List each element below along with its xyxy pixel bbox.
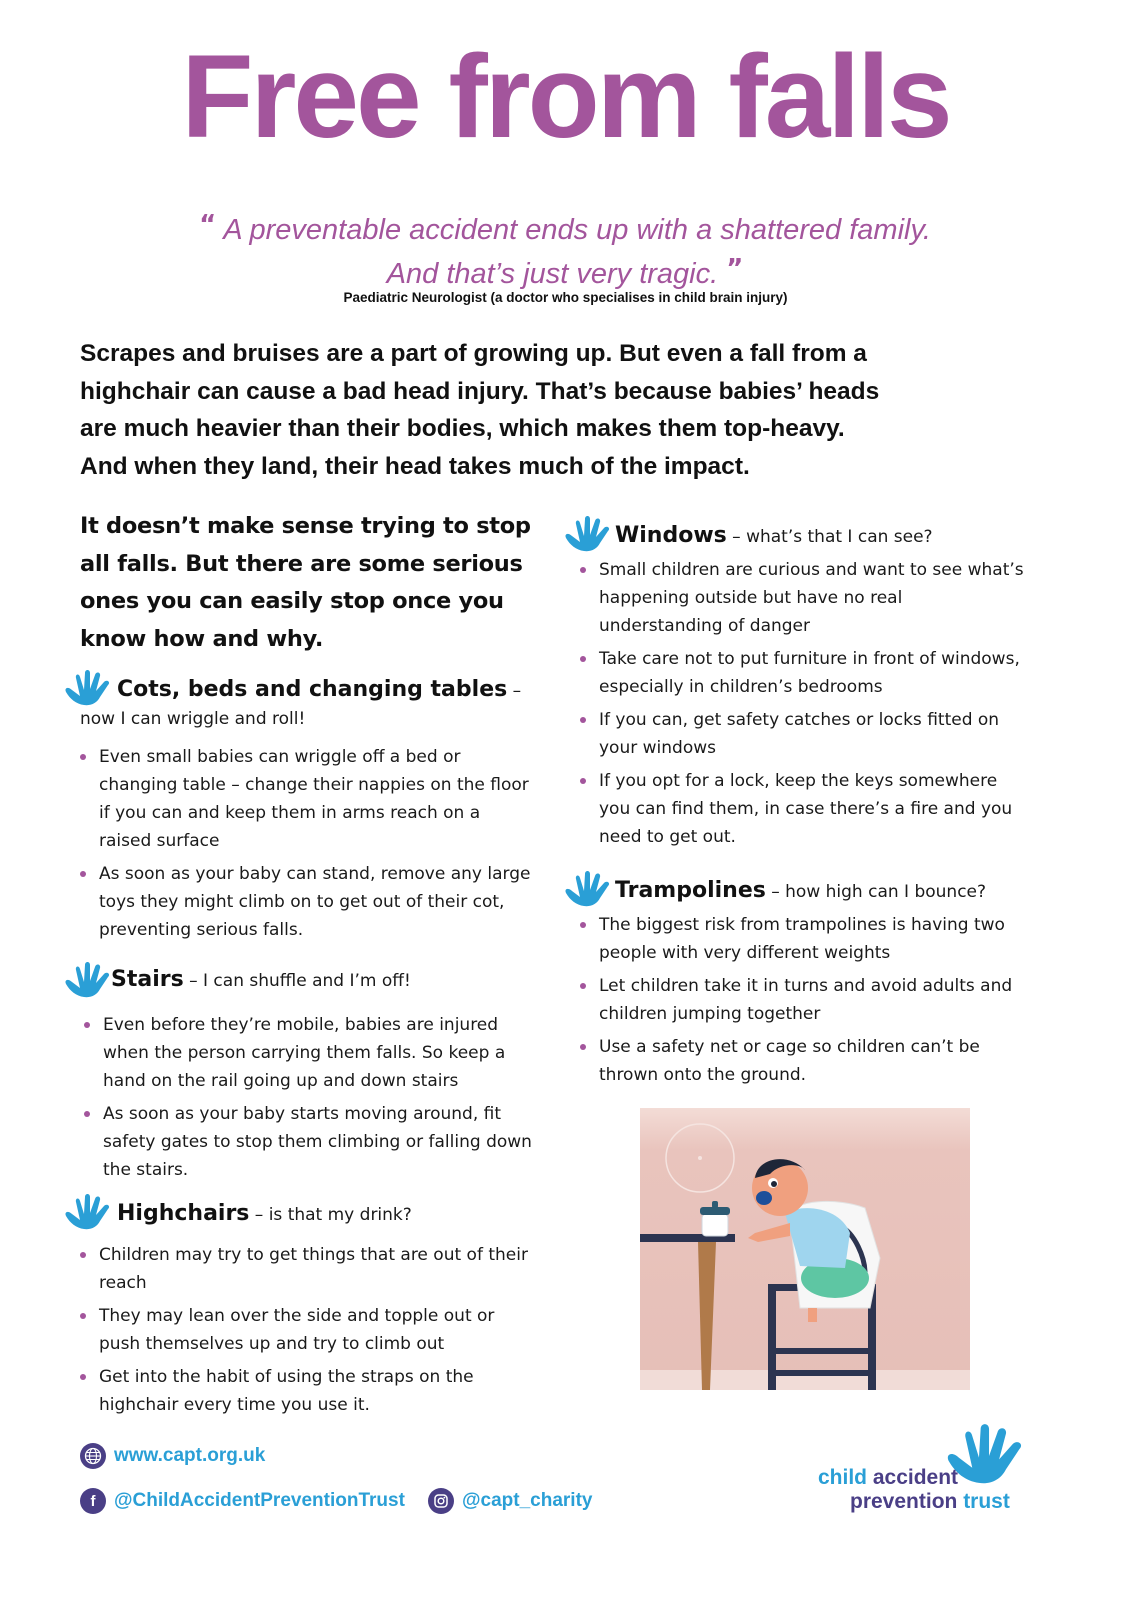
list-item-text: Small children are curious and want to see what’s happening outside but have no real understanding of danger [599,560,1024,636]
website-url[interactable]: www.capt.org.uk [114,1445,266,1466]
list-item-text: Let children take it in turns and avoid adults and children jumping together [599,976,1013,1024]
list-item-text: Even small babies can wriggle off a bed or changing table – change their nappies on the floor if you can and keep them in arms reach on a raised surface [99,747,529,851]
list-item [580,911,1028,967]
bullet-dot [80,1313,86,1319]
bullet-dot [84,1022,90,1028]
bullet-list [80,1011,535,1184]
intro2-line: know how and why. [80,625,324,652]
list-item [580,706,1028,762]
section-title: Highchairs [117,1201,250,1226]
globe-icon [80,1443,106,1469]
list-item-text: Use a safety net or cage so children can’t be thrown onto the ground. [599,1037,980,1085]
section-trampolines [578,877,1028,1089]
section-title: Windows [615,523,727,548]
sippy-cup [702,1214,728,1236]
section-heading [80,676,535,705]
pacifier [756,1191,772,1205]
section-heading [80,1200,535,1229]
intro-line: are much heavier than their bodies, which makes them top-heavy. [80,415,845,442]
intro2-line: ones you can easily stop once you [80,588,504,614]
facebook-link[interactable] [80,1488,405,1514]
list-item-text: The biggest risk from trampolines is having two people with very different weights [599,915,1005,963]
close-quote-mark: ” [726,254,744,284]
list-item-text: If you can, get safety catches or locks fitted on your windows [599,710,1000,758]
bullet-dot [80,754,86,760]
instagram-icon [428,1488,454,1514]
list-item [84,1011,535,1095]
list-item [80,1241,535,1297]
bullet-dot [580,717,586,723]
section-subtitle: now I can wriggle and roll! [80,709,306,729]
list-item-text: Even before they’re mobile, babies are injured when the person carrying them falls. So keep a hand on the rail going up and down stairs [103,1015,506,1091]
bullet-list [80,1241,535,1419]
list-item-text: Get into the habit of using the straps on the highchair every time you use it. [99,1367,474,1415]
bullet-dot [580,922,586,928]
hand-icon [62,670,112,708]
list-item [580,645,1028,701]
list-item [580,972,1028,1028]
bullet-list [80,743,535,944]
quote-line-2: And that’s just very tragic. [386,258,719,290]
section-subtitle: – is that my drink? [249,1205,412,1225]
bullet-dot [580,983,586,989]
facebook-icon: f [80,1488,106,1514]
page-title: Free from falls [181,31,950,163]
quote-line-1: A preventable accident ends up with a shattered family. [223,214,931,246]
section-stairs [80,966,535,1184]
list-item [80,860,535,944]
section-subtitle: – what’s that I can see? [726,527,933,547]
list-item-text: They may lean over the side and topple out or push themselves up and try to climb out [99,1306,495,1354]
list-item [580,1033,1028,1089]
bullet-list [578,911,1028,1089]
section-heading [578,877,1028,906]
intro-paragraph [80,335,960,485]
section-cots [80,676,535,944]
bullet-dot [80,1374,86,1380]
logo-word-trust: trust [957,1490,1010,1513]
pull-quote [150,206,980,294]
list-item-text: Take care not to put furniture in front of windows, especially in children’s bedrooms [599,649,1020,697]
list-item-text: As soon as your baby starts moving around, fit safety gates to stop them climbing or falling down the stairs. [103,1104,532,1180]
logo-word-prevention: prevention [850,1490,958,1513]
list-item [580,767,1028,851]
open-quote-mark: “ [199,210,217,240]
instagram-handle[interactable]: @capt_charity [462,1490,593,1511]
section-highchairs [80,1200,535,1419]
baby-highchair-illustration [640,1108,970,1390]
intro-line: And when they land, their head takes much of the impact. [80,452,750,480]
list-item [80,1363,535,1419]
section-title: Stairs [111,967,184,992]
list-item [80,1302,535,1358]
bullet-dot [80,871,86,877]
bullet-dot [580,656,586,662]
bullet-dot [580,567,586,573]
bullet-dot [80,1252,86,1258]
list-item [580,556,1028,640]
quote-attribution: Paediatric Neurologist (a doctor who specialises in child brain injury) [343,290,788,305]
facebook-handle[interactable]: @ChildAccidentPreventionTrust [114,1490,405,1511]
website-link[interactable] [80,1443,265,1469]
intro-second-paragraph [80,508,550,658]
hand-icon [62,962,112,1000]
capt-logo [818,1466,1028,1514]
section-heading [80,966,535,995]
section-title: Cots, beds and changing tables [117,677,508,702]
hand-icon [562,516,612,554]
bullet-dot [580,778,586,784]
intro2-line: It doesn’t make sense trying to stop [80,513,531,539]
section-heading [578,522,1028,551]
list-item [84,1100,535,1184]
logo-word-accident: accident [867,1466,959,1489]
section-subtitle: – how high can I bounce? [765,882,987,902]
section-title: Trampolines [615,878,766,903]
section-dash: – [507,681,522,701]
intro-line: Scrapes and bruises are a part of growing up. But even a fall from a [80,340,867,367]
hand-icon [562,871,612,909]
section-subtitle: – I can shuffle and I’m off! [183,971,411,991]
logo-word-child: child [818,1466,868,1489]
hand-icon [62,1194,112,1232]
bullet-list [578,556,1028,851]
intro-line: highchair can cause a bad head injury. That’s because babies’ heads [80,377,880,405]
list-item-text: Children may try to get things that are out of their reach [99,1245,528,1293]
instagram-link[interactable] [428,1488,592,1514]
section-windows [578,522,1028,851]
logo-line-2 [818,1490,1028,1514]
list-item [80,743,535,855]
list-item-text: If you opt for a lock, keep the keys somewhere you can find them, in case there’s a fire and you need to get out. [599,771,1013,847]
intro2-line: all falls. But there are some serious [80,550,523,577]
list-item-text: As soon as your baby can stand, remove any large toys they might climb on to get out of their cot, preventing serious falls. [99,864,531,940]
logo-line-1 [818,1466,1028,1490]
bullet-dot [580,1044,586,1050]
bullet-dot [84,1111,90,1117]
